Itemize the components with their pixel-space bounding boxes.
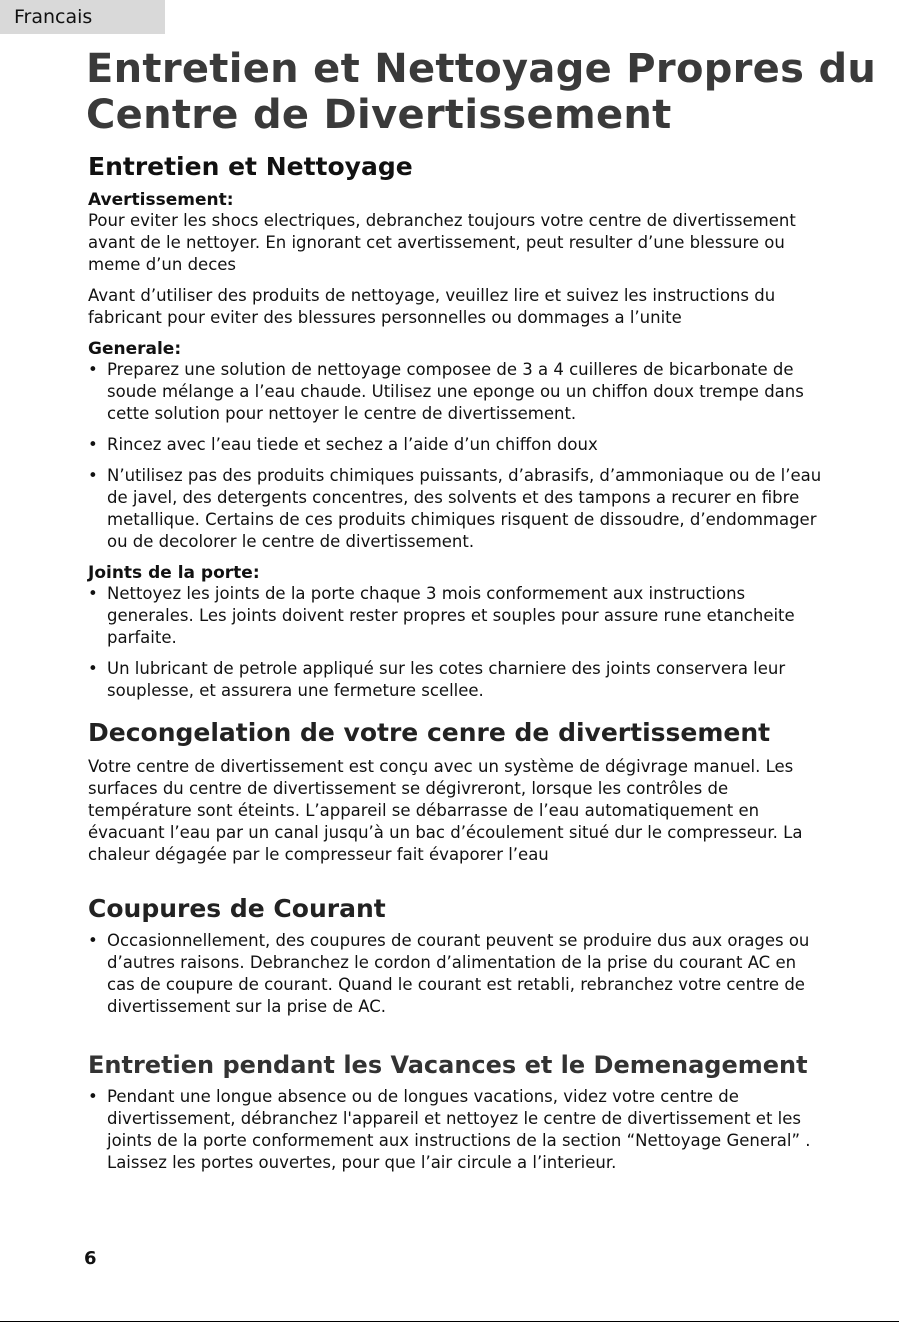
section-maintenance-cleaning	[88, 152, 823, 702]
section-vacation-moving	[88, 1050, 823, 1174]
section-heading-maintenance: Entretien et Nettoyage	[88, 152, 413, 181]
section-defrosting	[88, 718, 823, 866]
section-heading-defrosting: Decongelation de votre cenre de divertissement	[88, 718, 771, 747]
list-item: • Rincez avec l’eau tiede et sechez a l’aide d’un chiffon doux	[88, 434, 823, 456]
page-number: 6	[84, 1248, 97, 1269]
warning-text: Pour eviter les shocs electriques, debranchez toujours votre centre de divertissement avant de le nettoyer. En ignorant cet avertissement, peut resulter d’une blessure ou meme d’un deces	[88, 211, 796, 274]
section-power-outages	[88, 894, 823, 1018]
list-item: • Nettoyez les joints de la porte chaque 3 mois conformement aux instructions generales. Les joints doivent rester propres et souples pour assure rune etancheite parfaite.	[88, 583, 823, 649]
list-item: • Un lubricant de petrole appliqué sur les cotes charniere des joints conservera leur souplesse, et assurera une fermeture scellee.	[88, 658, 823, 702]
language-tab: Francais	[0, 0, 165, 34]
general-label: Generale:	[88, 339, 182, 359]
vacation-list	[88, 1086, 823, 1174]
list-item: • N’utilisez pas des produits chimiques puissants, d’abrasifs, d’ammoniaque ou de l’eau de javel, des detergents concentres, des solvents et des tampons a recurer en fibre metallique. Certains de ces produits chimiques risquent de dissoudre, d’endommager ou de decolorer le centre de divertissement.	[88, 465, 823, 553]
general-list	[88, 359, 823, 553]
warning-label: Avertissement:	[88, 190, 234, 210]
intro-text: Avant d’utiliser des produits de nettoyage, veuillez lire et suivez les instructions du fabricant pour eviter des blessures personnelles ou dommages a l’unite	[88, 286, 776, 327]
defrosting-text: Votre centre de divertissement est conçu avec un système de dégivrage manuel. Les surfaces du centre de divertissement se dégivreront, lorsque les contrôles de température sont éteints. L’appareil se débarrasse de l’eau automatiquement en évacuant l’eau par un canal jusqu’à un bac d’écoulement situé dur le compresseur. La chaleur dégagée par le compresseur fait évaporer l’eau	[88, 757, 803, 864]
list-item: • Occasionnellement, des coupures de courant peuvent se produire dus aux orages ou d’autres raisons. Debranchez le cordon d’alimentation de la prise du courant AC en cas de coupure de courant. Quand le courant est retabli, rebranchez votre centre de divertissement sur la prise de AC.	[88, 930, 823, 1018]
door-seals-label: Joints de la porte:	[88, 563, 260, 583]
bottom-divider	[0, 1321, 899, 1322]
section-heading-power-outages: Coupures de Courant	[88, 894, 386, 923]
door-seals-list	[88, 583, 823, 702]
section-heading-vacation: Entretien pendant les Vacances et le Demenagement	[88, 1051, 808, 1079]
power-outages-list	[88, 930, 823, 1018]
page-title-line-1: Entretien et Nettoyage Propres du	[86, 46, 877, 92]
list-item: • Pendant une longue absence ou de longues vacations, videz votre centre de divertissement, débranchez l'appareil et nettoyez le centre de divertissement et les joints de la porte conformement aux instructions de la section “Nettoyage General” . Laissez les portes ouvertes, pour que l’air circule a l’interieur.	[88, 1086, 823, 1174]
list-item: • Preparez une solution de nettoyage composee de 3 a 4 cuilleres de bicarbonate de soude mélange a l’eau chaude. Utilisez une eponge ou un chiffon doux trempe dans cette solution pour nettoyer le centre de divertissement.	[88, 359, 823, 425]
page-title-line-2: Centre de Divertissement	[86, 92, 672, 138]
page-title	[86, 46, 876, 138]
